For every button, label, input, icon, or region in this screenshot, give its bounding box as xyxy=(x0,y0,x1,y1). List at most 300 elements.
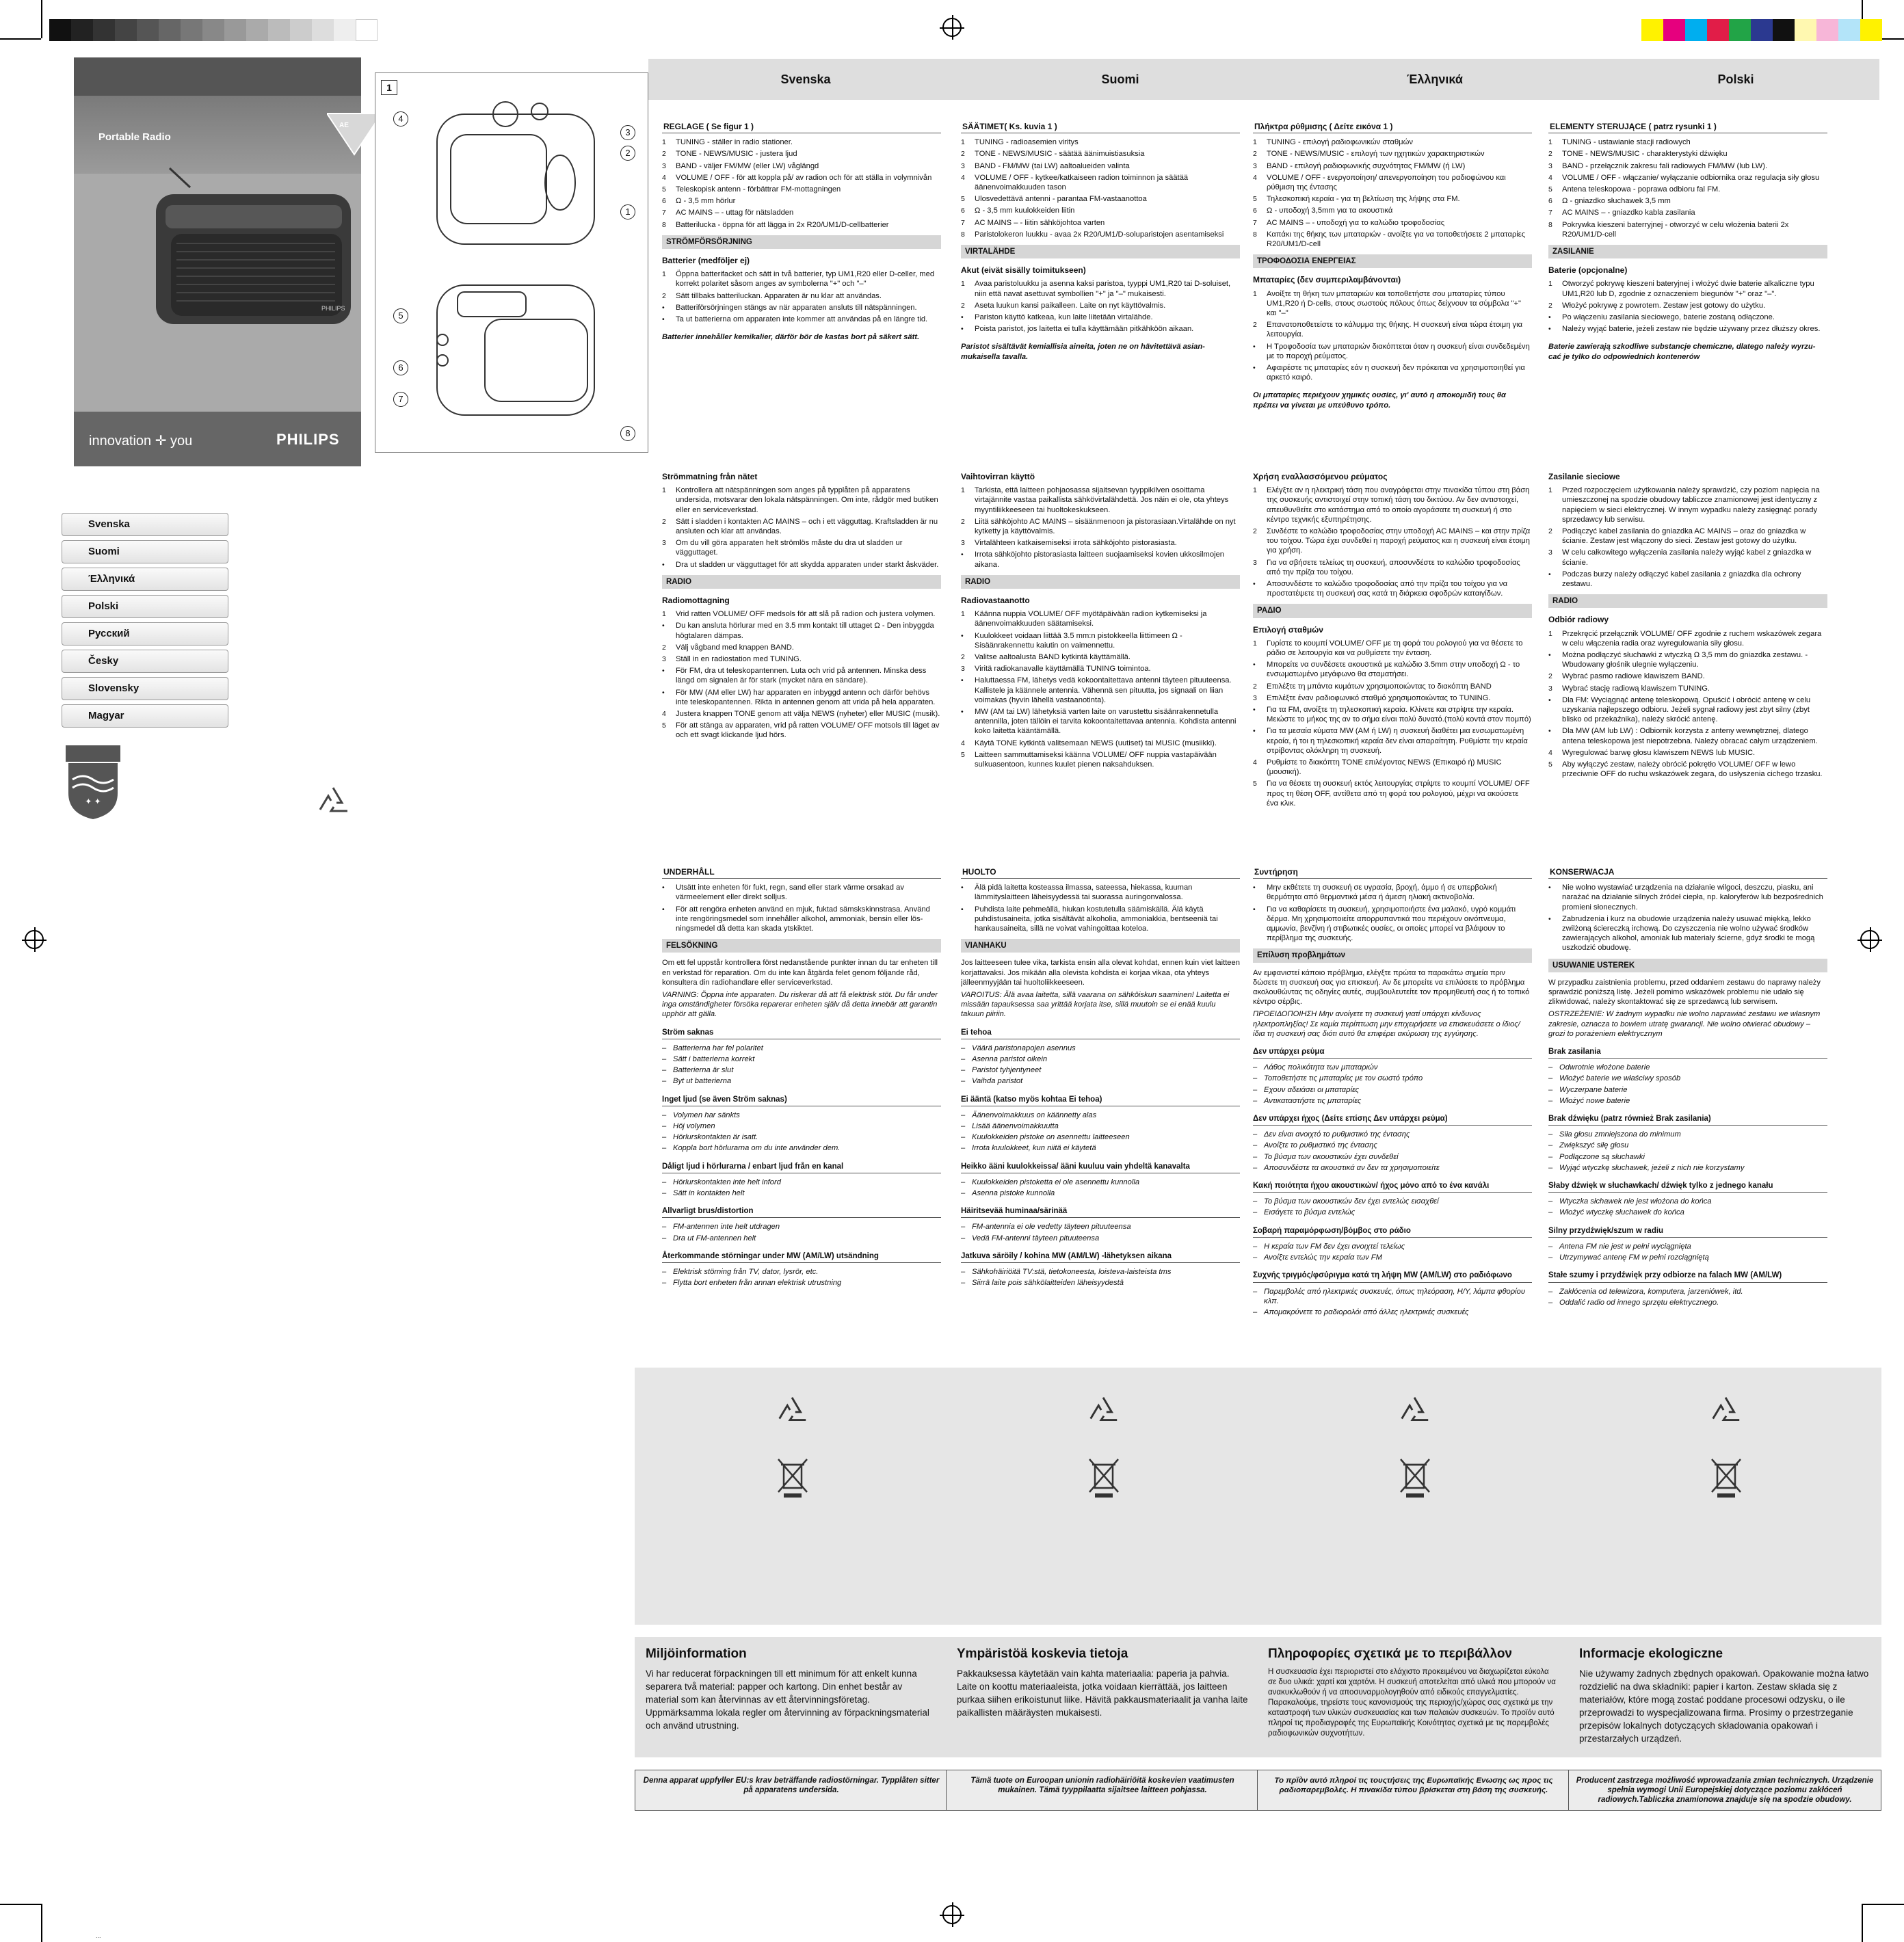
language-tab[interactable]: Svenska xyxy=(62,513,228,536)
item-number: • xyxy=(1548,313,1551,322)
battery-item xyxy=(961,301,1240,310)
fault-item-text: Vedä FM-antenni täyteen pituuteensa xyxy=(972,1234,1100,1242)
care-text: Zabrudzenia i kurz na obudowie urządzenia należy usuwać miękką, lekko zwilżoną ściereczką irchową. Do czyszczenia nie wolno używać środków zawierających alkohol, amoniak lub materiały ścierne, gdyż środki te mogą uszkodzić obudowę. xyxy=(1562,914,1815,953)
item-text: W celu całkowitego wyłączenia zasilania należy wyjąć kabel z gniazdka w ścianie. xyxy=(1562,548,1812,567)
item-text: Για τα μεσαία κύματα MW (AM ή LW) η συσκευή διαθέτει μια ενσωματωμένη κεραία, ή τοι η τηλεσκοπική κεραία δεν είναι απαραίτητη. Ρυθμίστε την κεραία στρίβοντας ολόκληρη τη συσκευή. xyxy=(1267,727,1528,755)
dash-marker: – xyxy=(961,1133,966,1142)
battery-note: Paristot sisältävät kemiallisia aineita, joten ne on hävitettävä asian-mukaisella tavalla. xyxy=(961,343,1205,361)
item-number: • xyxy=(961,313,964,322)
bullet: • xyxy=(961,883,964,892)
dash-marker: – xyxy=(662,1122,667,1131)
item-text: Η Τροφοδοσία των μπαταριών διακόπτεται όταν η συσκευή είναι συνδεδεμένη με το παροχή ρεύματος. xyxy=(1267,342,1530,360)
fault-item-text: Włożyć baterie we właściwy sposób xyxy=(1559,1074,1681,1083)
dash-marker: – xyxy=(1253,1197,1258,1206)
radio-item xyxy=(1548,726,1827,745)
fault-item xyxy=(1548,1152,1827,1162)
radio-item xyxy=(662,688,941,707)
dash-marker: – xyxy=(1253,1085,1258,1094)
fault-item xyxy=(662,1178,941,1187)
fault-title: Heikko ääni kuulokkeissa/ ääni kuuluu vain yhdeltä kanavalta xyxy=(961,1162,1240,1173)
item-number: 3 xyxy=(662,539,666,548)
dash-marker: – xyxy=(1253,1074,1258,1083)
control-item xyxy=(961,230,1240,239)
control-item xyxy=(1548,137,1827,147)
care-item xyxy=(961,883,1240,902)
item-text: BAND - επιλογή ραδιοφωνικής συχνότητας FM/MW (ή LW) xyxy=(1267,161,1466,170)
fault-item xyxy=(1253,1287,1532,1306)
radio-item xyxy=(1548,671,1827,681)
fault-title: Allvarligt brus/distortion xyxy=(662,1206,941,1218)
item-number: • xyxy=(1253,342,1256,351)
fault-item xyxy=(961,1110,1240,1120)
recycle-icon xyxy=(774,1394,810,1429)
item-number: 8 xyxy=(961,230,965,239)
item-text: Ω - 3,5 mm hörlur xyxy=(676,197,736,206)
fault-item-text: Paristot tyhjentyneet xyxy=(972,1066,1042,1075)
item-text: Ρυθμίστε το διακόπτη TONE επιλέγοντας NEWS (Επικαιρό ή) MUSIC (μουσική). xyxy=(1267,758,1502,777)
dash-marker: – xyxy=(1548,1096,1553,1105)
fault-item-text: Dra ut FM-antennen helt xyxy=(673,1234,756,1242)
battery-item xyxy=(662,315,941,324)
crop-mark xyxy=(0,38,41,40)
fault-item xyxy=(1253,1242,1532,1251)
item-number: 4 xyxy=(662,173,666,182)
item-number: 4 xyxy=(961,739,965,747)
item-number: 5 xyxy=(961,750,965,759)
dash-marker: – xyxy=(662,1077,667,1086)
item-text: Virtalähteen katkaisemiseksi irrota sähköjohto pistorasiasta. xyxy=(975,539,1177,548)
item-text: Aby wyłączyć zestaw, należy obrócić pokrętło VOLUME/ OFF w lewo przeciwnie OFF do ruchu wskazówek zegara, do usłyszenia cichego trzasku. xyxy=(1562,760,1823,779)
radio-item xyxy=(662,666,941,685)
item-text: Ulosvedettävä antenni - parantaa FM-vastaanottoa xyxy=(975,195,1147,204)
item-text: Viritä radiokanavalle käyttämällä TUNING toimintoa. xyxy=(975,665,1151,674)
radio-item xyxy=(662,609,941,619)
item-number: 3 xyxy=(961,539,965,548)
language-tab[interactable]: Česky xyxy=(62,650,228,673)
item-number: • xyxy=(961,550,964,559)
svg-text:✦ ✦: ✦ ✦ xyxy=(85,797,101,806)
radio-item xyxy=(961,750,1240,769)
fault-item xyxy=(662,1054,941,1064)
fault-item xyxy=(961,1076,1240,1086)
care-text: Για να καθαρίσετε τη συσκευή, χρησιμοποιήστε ένα μαλακό, υγρό κομμάτι δέρμα. Μη χρησιμοποιείτε απορρυπαντικά που περιέχουν οινόπνευμα, αμμωνία, βενζίνη ή στιβωτικές ουσίες, οι οποίες μπορεί να βλάψουν το περίβλημα της συσκευής. xyxy=(1267,905,1516,943)
item-number: 1 xyxy=(961,138,965,147)
fault-item xyxy=(1253,1141,1532,1150)
care-item xyxy=(1253,905,1532,944)
fault-item xyxy=(1548,1287,1827,1296)
mains-item xyxy=(1548,486,1827,524)
fault-item xyxy=(662,1267,941,1277)
crop-mark xyxy=(41,0,42,38)
item-number: 1 xyxy=(662,138,666,147)
item-text: AC MAINS – - liitin sähköjohtoa varten xyxy=(975,218,1105,227)
battery-note: Οι μπαταρίες περιέχουν χημικές ουσίες, γι' αυτό η αποκομιδή τους θα πρέπει να γίνεται με υπεύθυνο τρόπο. xyxy=(1253,391,1506,410)
care-title: Συντήρηση xyxy=(1253,866,1532,879)
dash-marker: – xyxy=(961,1178,966,1186)
item-text: TONE - NEWS/MUSIC - säätää äänimuistiasuksia xyxy=(975,150,1145,159)
radio-item xyxy=(1548,695,1827,725)
care-title: HUOLTO xyxy=(961,866,1240,879)
item-text: Aseta luukun kansi paikalleen. Laite on nyt käyttövalmis. xyxy=(975,301,1166,310)
care-title: KONSERWACJA xyxy=(1548,866,1827,879)
fault-title: Κακή ποιότητα ήχου ακουστικών/ ήχος μόνο από το ένα κανάλι xyxy=(1253,1181,1532,1193)
item-text: Avaa paristoluukku ja asenna kaksi paristoa, tyyppi UM1,R20 tai D-soluiset, niin että navat asettuvat symbollien "+" ja "–" mukaisesti. xyxy=(975,280,1231,298)
item-number: • xyxy=(1253,580,1256,589)
item-number: 3 xyxy=(662,655,666,664)
power-heading: STRÖMFÖRSÖRJNING xyxy=(662,235,941,249)
item-text: Tarkista, että laitteen pohjaosassa sijaitsevan tyyppikilven osoittama virtajännite vastaa paikallista sähkövirtalähdettä. Jos näin ei ole, ota yhteys myyntiliikkeeseen tai huoltokeskukseen. xyxy=(975,486,1229,514)
dash-marker: – xyxy=(961,1268,966,1277)
item-text: Laitteen sammuttamiseksi käänna VOLUME/ OFF nuppia vastapäivään sulkuasentoon, kunnes kuulet pienen naksahduksen. xyxy=(975,750,1217,769)
tagline: innovation ✛ you xyxy=(89,434,193,449)
radio-item xyxy=(1253,660,1532,679)
radio-item xyxy=(961,652,1240,662)
control-item xyxy=(961,161,1240,171)
control-item xyxy=(1548,149,1827,159)
item-number: • xyxy=(662,315,665,324)
mains-item xyxy=(961,517,1240,536)
crop-mark xyxy=(1862,1904,1863,1942)
crossed-bin-icon xyxy=(1398,1456,1432,1499)
recycle-icon xyxy=(1085,1394,1121,1429)
item-text: AC MAINS – - υποδοχή για το καλώδιο τροφοδοσίας xyxy=(1267,218,1445,227)
radio-item xyxy=(961,707,1240,736)
item-text: TONE - NEWS/MUSIC - επιλογή των ηχητικών χαρακτηριστικών xyxy=(1267,150,1485,159)
item-number: 5 xyxy=(1548,185,1552,194)
dash-marker: – xyxy=(1253,1096,1258,1105)
item-text: Ω - 3,5 mm kuulokkeiden liitin xyxy=(975,207,1075,215)
dash-marker: – xyxy=(1548,1287,1553,1296)
fault-item-text: Elektrisk störning från TV, dator, lysrör, etc. xyxy=(673,1268,819,1277)
item-text: Pokrywka kieszeni baterryjnej - otworzyć w celu włożenia baterii 2x R20/UM1/D-cell xyxy=(1562,220,1789,239)
warning-text: OSTRZEŻENIE: W żadnym wypadku nie wolno naprawiać zestawu we własnym zakresie, oznacza to bowiem utratę gwarancji. Nie wolno otwierać obudowy – grozi to porażeniem elektrycznym xyxy=(1548,1010,1821,1038)
mains-radio-section xyxy=(662,465,941,855)
dash-marker: – xyxy=(1548,1242,1553,1251)
item-number: 8 xyxy=(662,220,666,229)
callout-7: 7 xyxy=(393,392,408,407)
item-number: • xyxy=(961,708,964,717)
item-text: Liitä sähköjohto AC MAINS – sisäänmenoon ja pistorasiaan.Virtalähde on nyt kytketty ja käyttövalmis. xyxy=(975,517,1236,536)
compliance-note: Το πρïòν αυτό πληροί τις τουςτήσεις της Ευρωπαϊκής Ενωσης ως προς τις ραδιοπαρεμβολές. Η πινακίδα τύπου βρίσκεται στη βάση της συσκευής. xyxy=(1257,1770,1570,1811)
fault-item xyxy=(961,1065,1240,1075)
item-number: 3 xyxy=(1253,161,1257,170)
language-tab[interactable]: Suomi xyxy=(62,540,228,563)
item-number: 3 xyxy=(1253,558,1257,567)
item-number: 8 xyxy=(1548,220,1552,229)
item-number: 1 xyxy=(961,280,965,289)
bullet: • xyxy=(961,905,964,914)
fault-item-text: Flytta bort enheten från annan elektrisk utrustning xyxy=(673,1279,842,1288)
fault-item xyxy=(662,1065,941,1075)
fault-item-text: Volymen har sänkts xyxy=(673,1110,740,1119)
item-number: • xyxy=(1253,706,1256,715)
dash-marker: – xyxy=(662,1055,667,1064)
control-item xyxy=(662,173,941,183)
eco-info-box xyxy=(1257,1637,1570,1757)
fault-item-text: Wyczerpane baterie xyxy=(1559,1085,1628,1094)
eco-text: Η συσκευασία έχει περιοριστεί στο ελάχιστο προκειμένου να διαχωρίζεται εύκολα σε δυο υλικά: χαρτί και χαρτόνι. Η συσκευή αποτελείται από υλικά που μπορούν να ανακυκλωθούν ή να αποσυναρμολογηθούν από ειδικούς επαγγελματίες. Παρακαλούμε, τηρείστε τους κανονισμούς της περιοχής/χώρας σας σχετικά με την καταστροφή των υλικών συσκευασίας και των παλαιών συσκευών. Το προϊόν αυτό πληροί τις προδιαγραφές της Ευρωπαϊκής Κοινότητας σχετικά με τις παρεμβολές ραδιοφωνικών συχνοτήτων. xyxy=(1268,1668,1556,1738)
item-number: 3 xyxy=(1548,161,1552,170)
item-number: 4 xyxy=(961,173,965,182)
mains-item xyxy=(961,486,1240,515)
radio-item xyxy=(662,709,941,719)
battery-item xyxy=(662,303,941,312)
battery-item xyxy=(662,269,941,289)
fault-item xyxy=(1253,1152,1532,1162)
fault-item-text: Η κεραία των FM δεν έχει ανοιχτεί τελείως xyxy=(1264,1242,1405,1251)
item-number: 2 xyxy=(1253,527,1257,536)
item-text: Αφαιρέστε τις μπαταρίες εάν η συσκευή δεν πρόκειται να χρησιμοποιηθεί για αρκετό καιρό. xyxy=(1267,364,1525,382)
item-number: 2 xyxy=(961,301,965,310)
control-item xyxy=(1548,185,1827,194)
dash-marker: – xyxy=(1548,1163,1553,1172)
item-text: Sätt tillbaks batteriluckan. Apparaten är nu klar att användas. xyxy=(676,291,882,300)
footer-slug: ... xyxy=(96,1932,101,1939)
item-number: • xyxy=(1548,570,1551,578)
care-text: För att rengöra enheten använd en mjuk, fuktad sämskskinnstrasa. Använd inte rengöringsmedel som innehåller alkohol, ammoniak, bensin eller lös-ningsmedel då detta kan skada ytskiktet. xyxy=(676,905,930,933)
fault-title: Δεν υπάρχει ρεύμα xyxy=(1253,1047,1532,1059)
dash-marker: – xyxy=(961,1077,966,1086)
item-text: Συνδέστε το καλώδιο τροφοδοσίας στην υποδοχή AC MAINS – και στην πρίζα του τοίχου. Τώρα έχει συνδεθεί η παροχή ρεύματος και η συσκευή είναι έτοιμη για χρήση. xyxy=(1267,527,1531,555)
item-number: • xyxy=(1548,651,1551,660)
controls-section xyxy=(1548,118,1827,453)
column-header: Έλληνικά xyxy=(1278,59,1592,100)
battery-title: Akut (eivät sisälly toimitukseen) xyxy=(961,265,1086,276)
item-text: Podłączyć kabel zasilania do gniazdka AC MAINS – oraz do gniazdka w ścianie. Zestaw jest włączony do sieci. Zestaw jest gotowy do użytku. xyxy=(1562,527,1806,546)
recycle-box xyxy=(1257,1368,1570,1625)
callout-1: 1 xyxy=(620,204,635,220)
item-text: Otworzyć pokrywę kieszeni bateryjnej i włożyć dwie baterie alkaliczne typu UM1,R20 lub D, zgodnie z oznaczeniem biegunów "+" oraz "–". xyxy=(1562,280,1814,298)
item-text: Επιλέξτε έναν ραδιοφωνικό σταθμό χρησιμοποιώντας το TUNING. xyxy=(1267,693,1491,702)
battery-item xyxy=(961,324,1240,334)
care-trouble-section xyxy=(662,863,941,1355)
fault-item xyxy=(961,1132,1240,1142)
mains-item xyxy=(662,486,941,515)
care-trouble-section xyxy=(1548,863,1827,1355)
fault-title: Συχνής τριγμός/φσύριγμα κατά τη λήψη MW (AM/LW) στο ραδιόφωνο xyxy=(1253,1271,1532,1282)
battery-item xyxy=(1253,289,1532,319)
fault-item-text: Sätt in kontakten helt xyxy=(673,1189,745,1198)
figure-panel xyxy=(375,72,648,453)
control-item xyxy=(961,206,1240,215)
fault-item-text: Sähkohäiriöitä TV:stä, tietokoneesta, loisteva-laisteista tms xyxy=(972,1268,1172,1277)
fault-item xyxy=(961,1043,1240,1053)
fault-title: Brak zasilania xyxy=(1548,1047,1827,1059)
warning-text: VAROITUS: Älä avaa laitetta, sillä vaarana on sähköiskun saaminen! Laitetta ei missään tapauksessa saa yrittää korjata itse, sillä muutoin se ei enää kuulu takuun piiriin. xyxy=(961,991,1230,1019)
item-number: • xyxy=(1548,695,1551,704)
item-number: • xyxy=(662,303,665,312)
item-text: Μπορείτε να συνδέσετε ακουστικά με καλώδιο 3.5mm στην υποδοχή Ω - το ενσωματωμένο μεγάφωνο θα σταματήσει. xyxy=(1267,661,1520,679)
controls-title: REGLAGE ( Se figur 1 ) xyxy=(662,120,941,133)
item-text: Dra ut sladden ur vägguttaget för att skydda apparaten under starkt åskväder. xyxy=(676,560,939,569)
callout-3: 3 xyxy=(620,125,635,140)
dash-marker: – xyxy=(1548,1130,1553,1139)
language-tab[interactable]: Έλληνικά xyxy=(62,568,228,591)
fault-item xyxy=(662,1043,941,1053)
dash-marker: – xyxy=(662,1268,667,1277)
crossed-bin-icon xyxy=(1709,1456,1743,1499)
color-calibration-bar xyxy=(1641,19,1882,41)
dash-marker: – xyxy=(1548,1141,1553,1150)
radio-item xyxy=(961,676,1240,705)
mains-title: Zasilanie sieciowe xyxy=(1548,472,1620,481)
fault-title: Återkommande störningar under MW (AM/LW) utsändning xyxy=(662,1251,941,1263)
item-number: 2 xyxy=(1548,301,1552,310)
radio-item xyxy=(1253,639,1532,658)
item-text: BAND - väljer FM/MW (eller LW) våglängd xyxy=(676,161,819,170)
philips-shield-icon xyxy=(66,745,120,821)
item-number: 6 xyxy=(1253,207,1257,215)
fault-item-text: Τοποθετήστε τις μπαταρίες με τον σωστό τρόπο xyxy=(1264,1074,1423,1083)
battery-title: Batterier (medföljer ej) xyxy=(662,256,750,266)
item-text: TUNING - radioasemien viritys xyxy=(975,138,1079,147)
cover-top-band xyxy=(74,57,361,96)
item-number: 1 xyxy=(1253,486,1257,495)
radio-item xyxy=(961,664,1240,674)
fault-item-text: Odwrotnie włożone baterie xyxy=(1559,1063,1650,1072)
dash-marker: – xyxy=(1548,1063,1553,1072)
dash-marker: – xyxy=(662,1189,667,1198)
radio-item xyxy=(662,643,941,652)
item-number: 4 xyxy=(1548,173,1552,182)
item-text: Sätt i sladden i kontakten AC MAINS – och i ett vägguttag. Kraftsladden är nu ansluten och klar att användas. xyxy=(676,517,938,536)
cover-header xyxy=(74,96,361,174)
fault-item-text: Antena FM nie jest w pełni wyciągnięta xyxy=(1559,1242,1691,1251)
radio-item xyxy=(1253,758,1532,777)
item-text: Włożyć pokrywę z powrotem. Zestaw jest gotowy do użytku. xyxy=(1562,301,1766,310)
fault-item-text: Λάθος πολικότητα των μπαταριών xyxy=(1264,1063,1378,1072)
item-number: 3 xyxy=(662,161,666,170)
item-number: • xyxy=(662,622,665,630)
control-item xyxy=(662,208,941,217)
fault-item xyxy=(1253,1130,1532,1139)
item-text: Można podłączyć słuchawki z wtyczką Ω 3,5 mm do gniazdka zestawu. - Wbudowany głośnik ulegnie wyłączeniu. xyxy=(1562,651,1808,669)
item-text: Επανατοποθετείστε το κάλυμμα της θήκης. Η συσκευή είναι τώρα έτοιμη για λειτουργία. xyxy=(1267,321,1523,339)
fault-item-text: FM-antennia ei ole vedetty täyteen pituuteensa xyxy=(972,1223,1131,1232)
item-text: Wybrać stację radiową klawiszem TUNING. xyxy=(1562,684,1710,693)
radio-title: Επιλογή σταθμών xyxy=(1253,624,1323,635)
controls-section xyxy=(961,118,1240,453)
fault-item-text: Hörlurskontakten är isatt. xyxy=(673,1133,758,1142)
brand-logo: PHILIPS xyxy=(276,431,340,448)
item-text: BAND - FM/MW (tai LW) aaltoalueiden valinta xyxy=(975,161,1130,170)
dash-marker: – xyxy=(961,1223,966,1232)
fault-title: Dåligt ljud i hörlurarna / enbart ljud från en kanal xyxy=(662,1162,941,1173)
item-number: 2 xyxy=(662,291,666,300)
control-item xyxy=(1253,137,1532,147)
dash-marker: – xyxy=(961,1144,966,1153)
dash-marker: – xyxy=(961,1279,966,1288)
mains-item xyxy=(1253,558,1532,577)
item-number: • xyxy=(961,325,964,334)
fault-title: Ei ääntä (katso myös kohtaa Ei tehoa) xyxy=(961,1095,1240,1106)
radio-item xyxy=(1253,779,1532,808)
item-text: TONE - NEWS/MUSIC - charakterystyki dźwięku xyxy=(1562,150,1728,159)
item-text: Kontrollera att nätspänningen som anges på typplåten på apparatens undersida, motsvarar den lokala nätspänningen. Om inte, rådgör med butiken eller en serviceverkstad. xyxy=(676,486,938,514)
item-number: 1 xyxy=(662,486,666,495)
item-text: Ω - gniazdko słuchawek 3,5 mm xyxy=(1562,197,1671,206)
battery-item xyxy=(961,279,1240,298)
registration-mark xyxy=(942,1905,962,1924)
fault-item-text: Batterierna är slut xyxy=(673,1066,734,1075)
item-text: TUNING - επιλογή ραδιοφωνικών σταθμών xyxy=(1267,138,1413,147)
eco-title: Informacje ekologiczne xyxy=(1579,1647,1723,1661)
fault-item xyxy=(1548,1085,1827,1095)
mains-item xyxy=(662,560,941,570)
warning-text: ΠΡΟΕΙΔΟΠΟΙΗΣΗ Μην ανοίγετε τη συσκευή γιατί υπάρχει κίνδυνος ηλεκτροπληξίας! Σε καμία περίπτωση μην επιχειρήσετε να επισκευάσετε ο ίδιος/ίδια τη συσκευή σας διότι αυτό θα επιφέρει ακύρωση της εγγύησης. xyxy=(1253,1010,1520,1038)
item-text: Kuulokkeet voidaan liittää 3.5 mm:n pistokkeella liittimeen Ω - Sisäänrakennettu kaiutin on vaimennettu. xyxy=(975,631,1182,650)
item-text: Podczas burzy należy odłączyć kabel zasilania z gniazdka dla ochrony zestawu. xyxy=(1562,570,1801,589)
item-text: Ελέγξτε αν η ηλεκτρική τάση που αναγράφεται στην πινακίδα τύπου στη βάση της συσκευής αντιστοιχεί στην τοπική τάση του δικτύου. Αν δεν αντιστοιχεί, απευθυνθείτε στο κατάστημα από το οποίο αγοράσατε τη συσκευή ή στο κέντρο τεχνικής εξυπηρέτησης. xyxy=(1267,486,1530,524)
language-tab[interactable]: Slovensky xyxy=(62,677,228,700)
item-text: Przed rozpoczęciem użytkowania należy sprawdzić, czy poziom napięcia na umieszczonej na spodzie obudowy tabliczce znamionowej jest identyczny z napięciem w sieci elektrycznej. W innym wypadku należy zasięgnąć porady sprzedawcy lub serwisu. xyxy=(1562,486,1820,524)
dash-marker: – xyxy=(961,1043,966,1052)
mains-title: Vaihtovirran käyttö xyxy=(961,472,1035,481)
dash-marker: – xyxy=(662,1223,667,1232)
language-tab[interactable]: Magyar xyxy=(62,704,228,728)
bullet: • xyxy=(1548,914,1551,923)
radio-item xyxy=(662,621,941,640)
item-text: Vrid ratten VOLUME/ OFF medsols för att slå på radion och justera volymen. xyxy=(676,610,936,619)
item-number: 1 xyxy=(1253,639,1257,648)
fault-item xyxy=(1253,1307,1532,1317)
fault-title: Jatkuva säröily / kohina MW (AM/LW) -lähetyksen aikana xyxy=(961,1251,1240,1263)
control-item xyxy=(1253,194,1532,204)
language-tab[interactable]: Polski xyxy=(62,595,228,618)
item-text: Wybrać pasmo radiowe klawiszem BAND. xyxy=(1562,672,1705,681)
item-text: MW (AM tai LW) lähetyksiä varten laite on varustettu sisäänrakennetulla antennilla, joten tällöin ei tarvita kokoontaitettavaa antennia. Kohdista antenni koko laitetta kääntämällä. xyxy=(975,708,1237,736)
radio-item xyxy=(662,654,941,664)
care-item xyxy=(1548,883,1827,912)
care-item xyxy=(662,905,941,934)
mains-item xyxy=(1548,527,1827,546)
mains-item xyxy=(662,517,941,536)
dash-marker: – xyxy=(1548,1085,1553,1094)
radio-item xyxy=(1253,726,1532,756)
dash-marker: – xyxy=(961,1122,966,1131)
item-number: • xyxy=(961,676,964,685)
controls-section xyxy=(1253,118,1532,453)
item-number: • xyxy=(1548,325,1551,334)
fault-item-text: Ανοίξτε το ρυθμιστικό της έντασης xyxy=(1264,1141,1377,1150)
item-text: För FM, dra ut teleskopantennen. Luta och vrid på antennen. Minska dess längd om signalen är för stark (mycket nära en sändare). xyxy=(676,667,927,685)
item-number: 4 xyxy=(662,710,666,719)
item-text: Öppna batterifacket och sätt in två batterier, typ UM1,R20 eller D-celler, med korrekt polaritet såsom anges av symbolerna "+" och "–" xyxy=(676,270,935,289)
item-text: Wyregulować barwę głosu klawiszem NEWS lub MUSIC. xyxy=(1562,748,1756,757)
mains-item xyxy=(1253,527,1532,556)
item-text: Batterilucka - öppna för att lägga in 2x R20/UM1/D-cellbatterier xyxy=(676,220,889,229)
dash-marker: – xyxy=(961,1234,966,1242)
item-number: 4 xyxy=(1253,758,1257,767)
troubleshooting-intro: Jos laitteeseen tulee vika, tarkista ensin alla olevat kohdat, ennen kuin viet laitteen korjattavaksi. Jos mikään alla olevista kohdista ei korjaa vikaa, ota yhteys jälleenmyyjään tai huoltoliikkeeseen. xyxy=(961,959,1240,987)
troubleshooting-heading: FELSÖKNING xyxy=(662,939,941,953)
troubleshooting-heading: USUWANIE USTEREK xyxy=(1548,959,1827,972)
radio-heading: ΡΑΔΙΟ xyxy=(1253,604,1532,617)
control-item xyxy=(662,220,941,230)
language-tab[interactable]: Русский xyxy=(62,622,228,646)
radio-title: Odbiór radiowy xyxy=(1548,615,1609,625)
radio-heading: RADIO xyxy=(662,575,941,589)
radio-title: Radiovastaanotto xyxy=(961,596,1030,606)
controls-title: SÄÄTIMET( Ks. kuvia 1 ) xyxy=(961,120,1240,133)
control-item xyxy=(1548,220,1827,239)
fault-item xyxy=(961,1121,1240,1131)
item-number: 2 xyxy=(662,517,666,526)
fault-item xyxy=(1548,1208,1827,1217)
item-number: 6 xyxy=(961,207,965,215)
fault-item-text: Το βύσμα των ακουστικών έχει συνδεθεί xyxy=(1264,1152,1399,1161)
mains-item xyxy=(1548,570,1827,589)
